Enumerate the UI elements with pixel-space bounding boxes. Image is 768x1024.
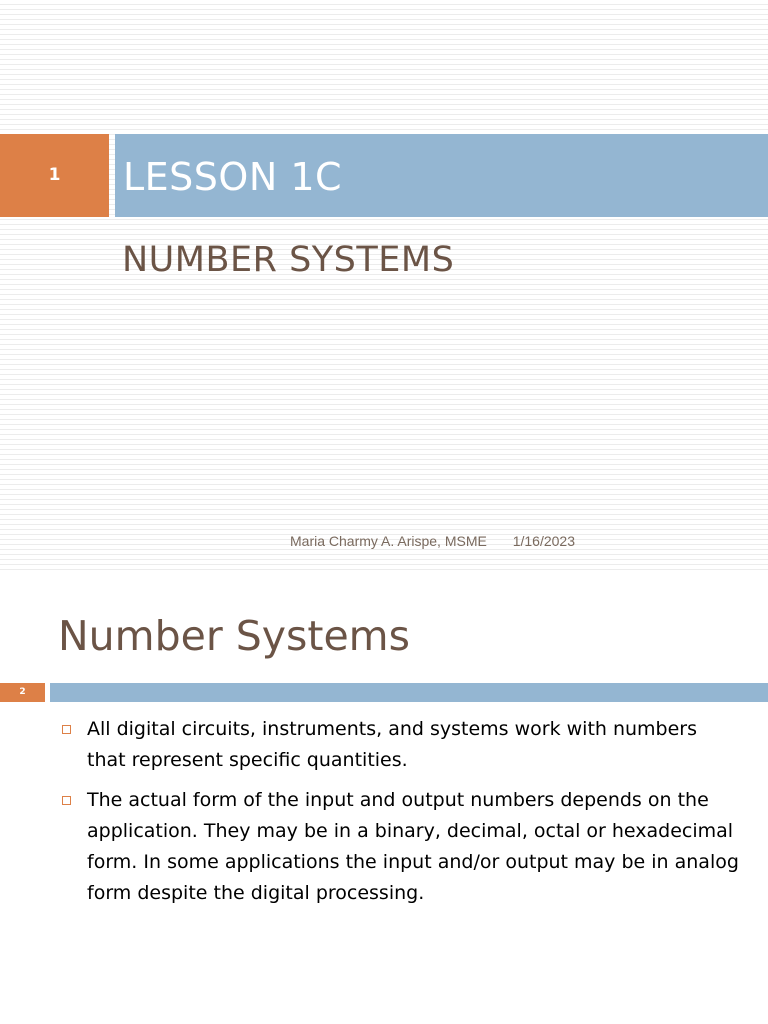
slide-subtitle: NUMBER SYSTEMS [122, 240, 455, 280]
title-divider-bar [50, 683, 768, 702]
slide-number-badge [0, 683, 45, 702]
bullet-text: All digital circuits, instruments, and systems work with numbers that represent specific quantities. [87, 718, 698, 771]
slide-number-badge [0, 134, 109, 217]
slide-title: Number Systems [58, 612, 410, 660]
slide-title: LESSON 1C [123, 155, 343, 199]
square-bullet-icon [62, 725, 71, 734]
square-bullet-icon [62, 796, 71, 805]
bullet-list [60, 714, 740, 918]
slide-2 [0, 572, 768, 1024]
bullet-item [60, 785, 740, 909]
title-bar [115, 134, 768, 217]
footer-author: Maria Charmy A. Arispe, MSME [290, 533, 487, 549]
footer-date: 1/16/2023 [512, 533, 576, 549]
slide-footer [290, 533, 575, 549]
bullet-text: The actual form of the input and output numbers depends on the application. They may be in a binary, decimal, octal or hexadecimal form. In some applications the input and/or output may be in analog form despite the digital processing. [87, 789, 739, 904]
slide-number: 2 [19, 687, 26, 697]
slide-number: 1 [48, 165, 61, 185]
bullet-item [60, 714, 740, 776]
